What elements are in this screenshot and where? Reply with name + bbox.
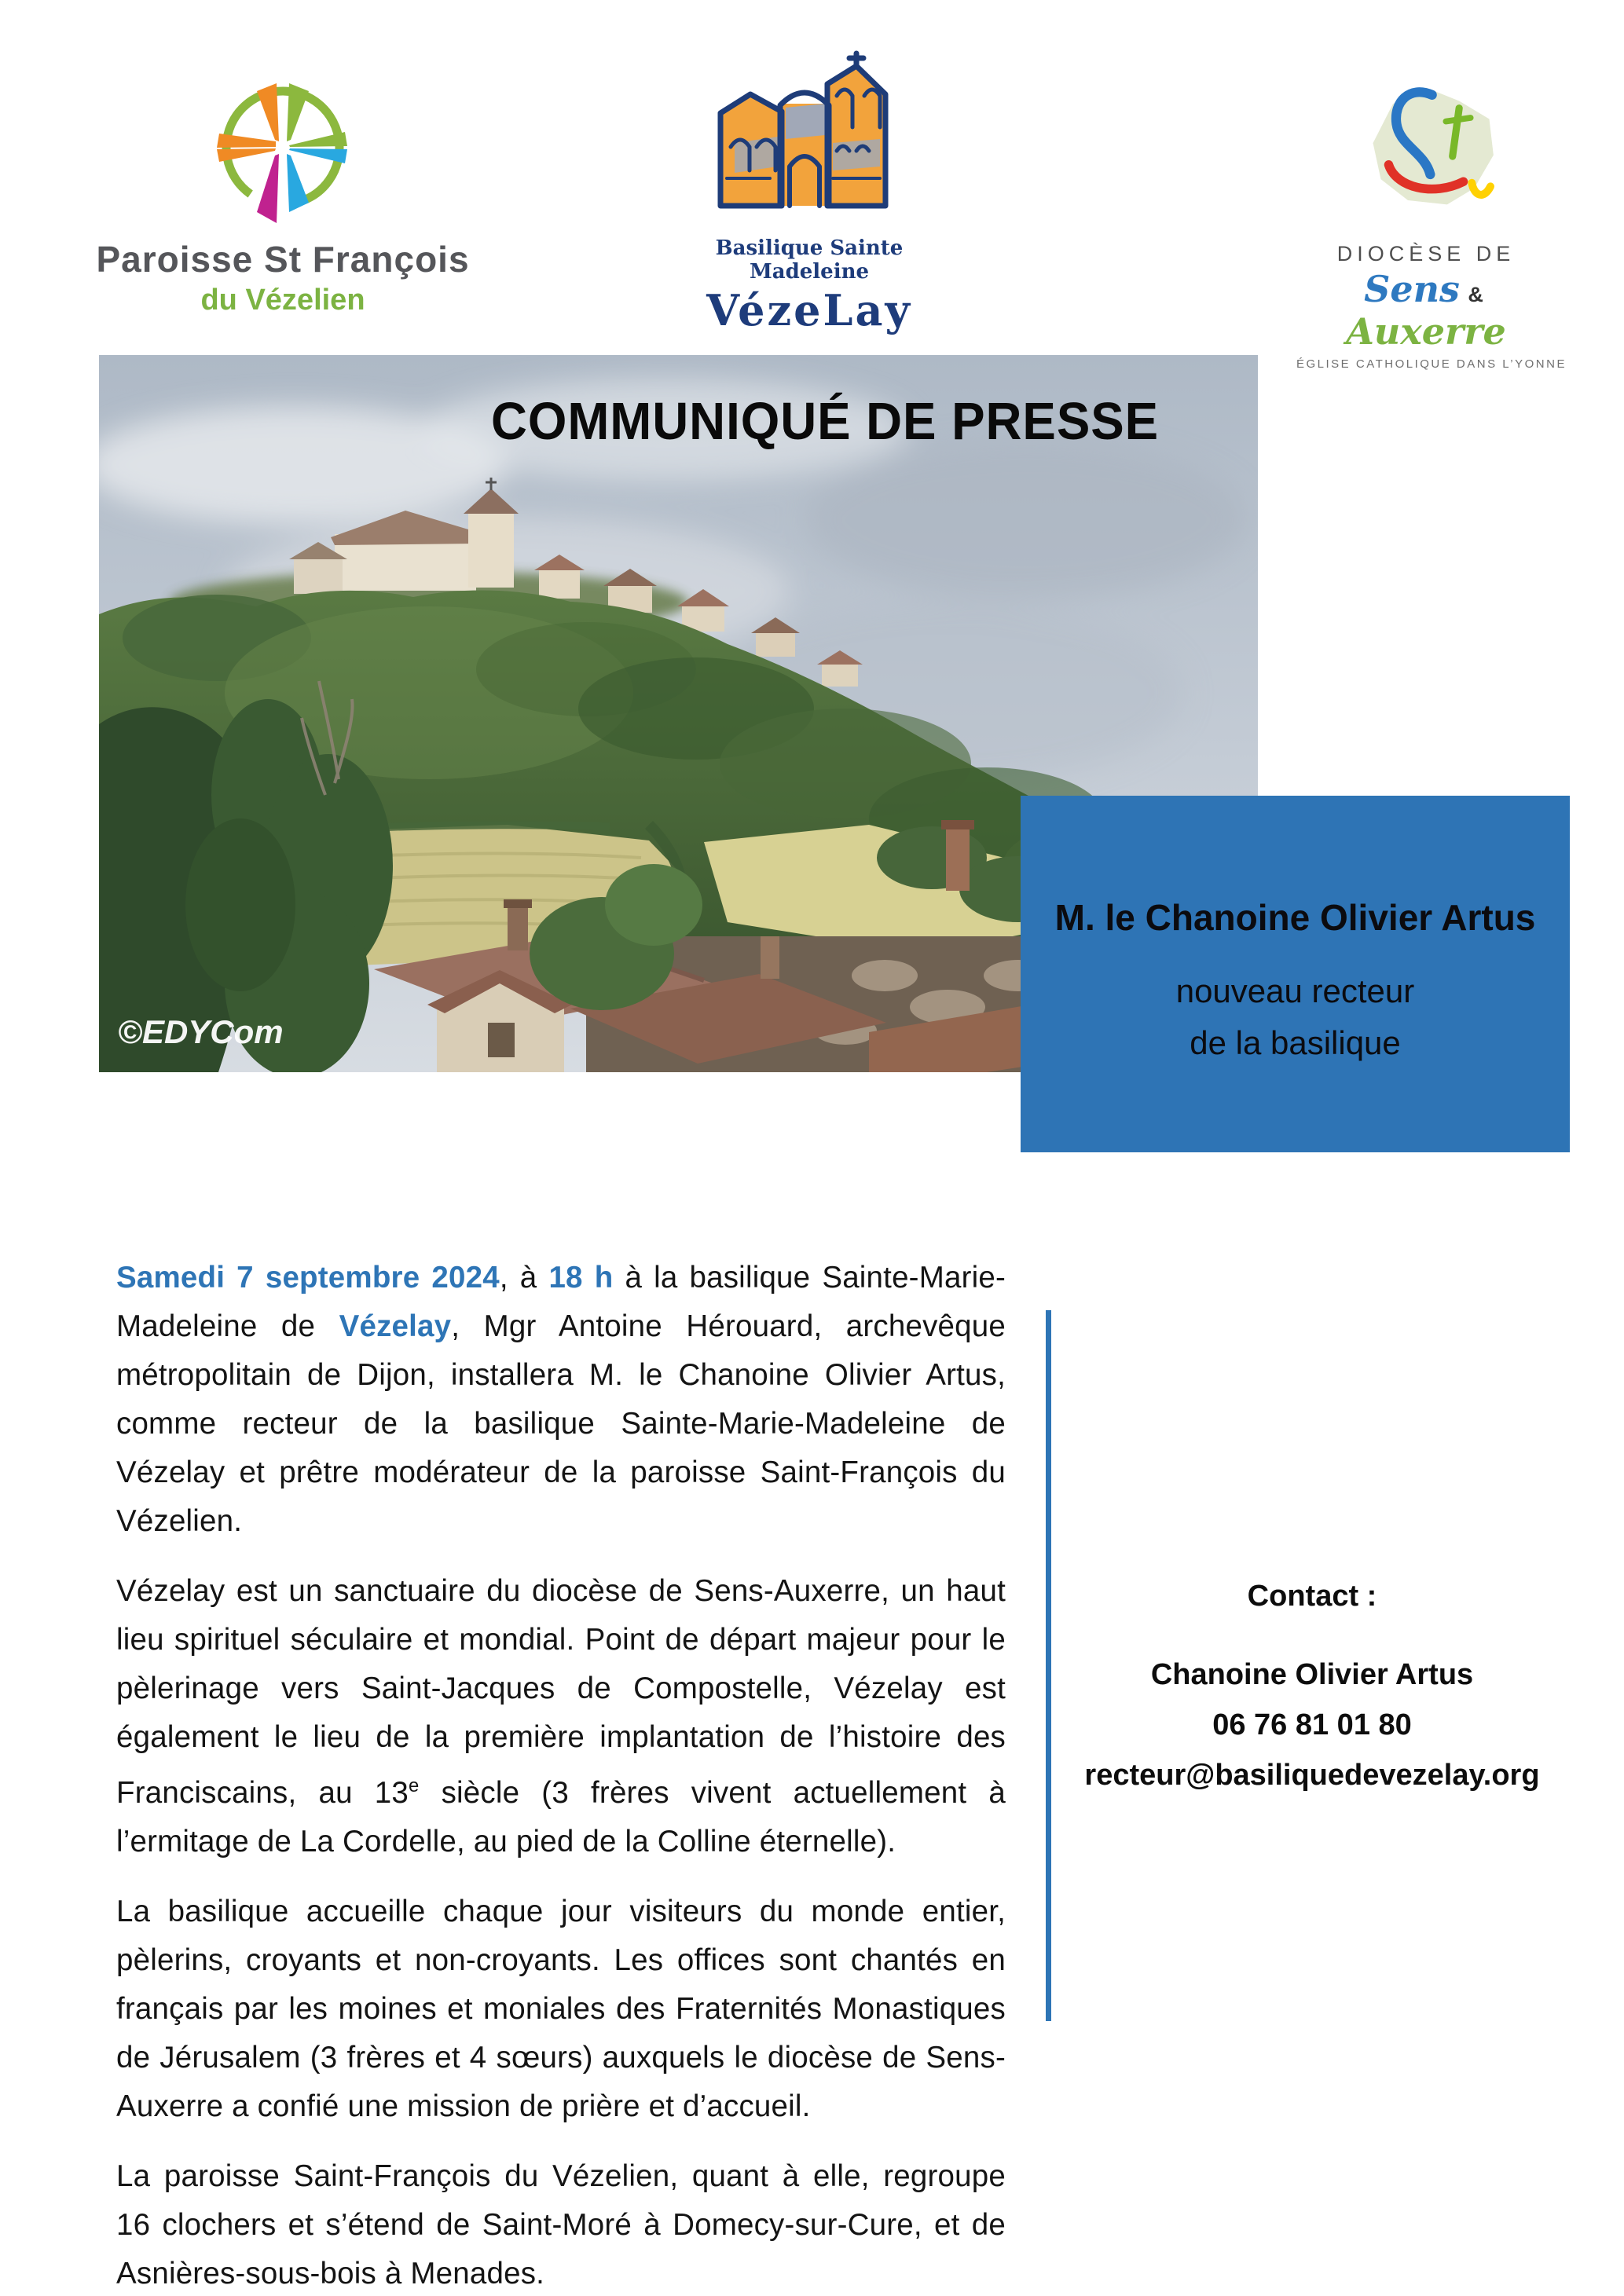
- paroisse-cross-icon: [200, 69, 365, 230]
- press-release-body: [116, 1254, 1006, 2296]
- press-release-title: COMMUNIQUÉ DE PRESSE: [490, 392, 1160, 451]
- diocese-yonne-icon: [1336, 75, 1516, 236]
- diocese-auxerre-label: Auxerre: [1346, 310, 1506, 353]
- basilique-logo: [660, 49, 959, 335]
- basilique-logo-caption: Basilique Sainte Madeleine: [715, 236, 904, 284]
- paroisse-logo-subtitle: du Vézelien: [200, 284, 365, 317]
- diocese-logo-tagline: ÉGLISE CATHOLIQUE DANS L’YONNE: [1296, 357, 1567, 371]
- contact-name: Chanoine Olivier Artus: [1150, 1658, 1474, 1691]
- contact-heading: Contact :: [1247, 1580, 1377, 1613]
- paragraph-sanctuary: Vézelay est un sanctuaire du diocèse de Sens-Auxerre, un haut lieu spirituel séculaire et mondial. Point de départ majeur pour le pèlerinage vers Saint-Jacques de Compostelle, Vézelay est également le lieu de la première implantation de l’histoire des Franciscains, au 13e siècle (3 frères vivent actuellement à l’ermitage de La Cordelle, au pied de la Colline éternelle).: [116, 1574, 1006, 1858]
- paroisse-logo: [94, 69, 471, 317]
- contact-divider-line: [1046, 1310, 1051, 2021]
- contact-email: recteur@basiliquedevezelay.org: [1084, 1759, 1540, 1792]
- paroisse-logo-title: Paroisse St François: [96, 239, 470, 280]
- photo-credit-watermark: ©EDYCom: [118, 1013, 284, 1050]
- highlight-name: M. le Chanoine Olivier Artus: [1054, 897, 1536, 938]
- highlight-role-line2: de la basilique: [1190, 1024, 1401, 1061]
- contact-block: [1053, 1571, 1571, 1800]
- basilique-logo-name: VézeLay: [706, 285, 912, 335]
- highlight-role-line1: nouveau recteur: [1175, 972, 1415, 1009]
- basilica-sketch-icon: [711, 49, 907, 233]
- diocese-logo-line1: DIOCÈSE DE: [1336, 242, 1516, 265]
- paragraph-announcement: Samedi 7 septembre 2024, à 18 h à la basilique Sainte-Marie-Madeleine de Vézelay, Mgr Antoine Hérouard, archevêque métropolitain de Dijon, installera M. le Chanoine Olivier Artus, comme recteur de la basilique Sainte-Marie-Madeleine de Vézelay et prêtre modérateur de la paroisse Saint-François du Vézelien.: [116, 1261, 1006, 1538]
- diocese-logo-names: [1296, 268, 1556, 353]
- contact-phone: 06 76 81 01 80: [1212, 1708, 1412, 1741]
- diocese-ampersand: &: [1468, 283, 1483, 306]
- paragraph-parish: La paroisse Saint-François du Vézelien, quant à elle, regroupe 16 clochers et s’étend de Saint-Moré à Domecy-sur-Cure, et de Asnières-sous-bois à Menades.: [116, 2159, 1006, 2291]
- new-rector-highlight-box: [1021, 796, 1570, 1152]
- diocese-logo: [1296, 75, 1567, 371]
- paragraph-basilica-life: La basilique accueille chaque jour visiteurs du monde entier, pèlerins, croyants et non-croyants. Les offices sont chantés en français par les moines et moniales des Fraternités Monastiques de Jérusalem (3 frères et 4 sœurs) auxquels le diocèse de Sens-Auxerre a confié une mission de prière et d’accueil.: [116, 1894, 1006, 2123]
- diocese-sens-label: Sens: [1364, 268, 1460, 310]
